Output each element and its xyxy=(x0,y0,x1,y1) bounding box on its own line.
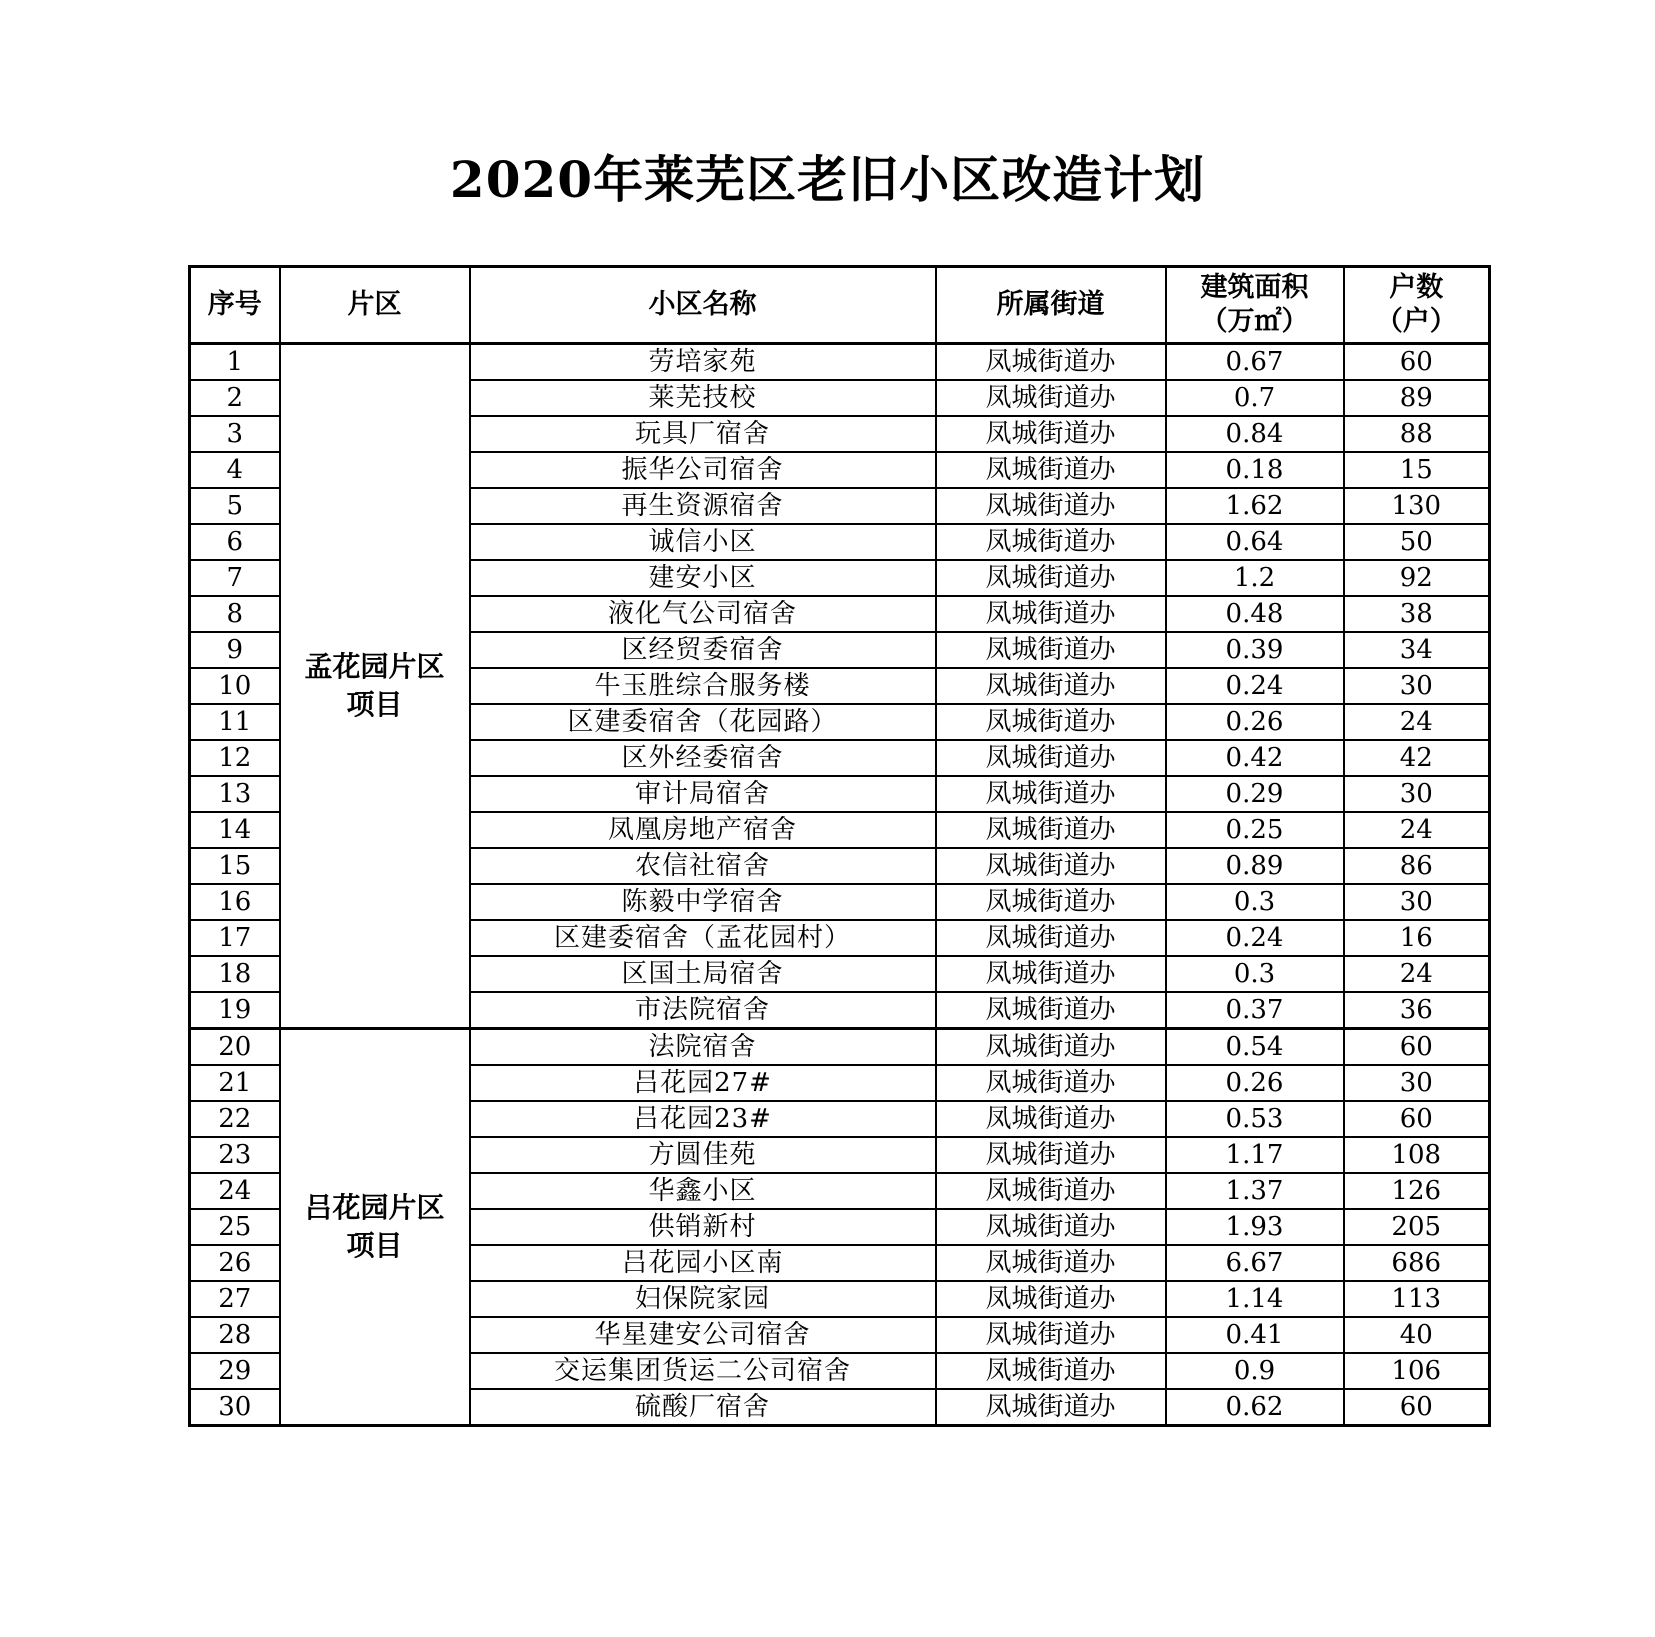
cell-households: 60 xyxy=(1344,1029,1490,1066)
cell-area: 0.67 xyxy=(1166,344,1344,381)
cell-street: 凤城街道办 xyxy=(936,560,1166,596)
cell-seq: 7 xyxy=(190,560,280,596)
cell-seq: 30 xyxy=(190,1389,280,1426)
table-row xyxy=(190,1029,1490,1066)
cell-street: 凤城街道办 xyxy=(936,380,1166,416)
cell-community-name: 交运集团货运二公司宿舍 xyxy=(470,1353,936,1389)
cell-area: 0.29 xyxy=(1166,776,1344,812)
cell-households: 92 xyxy=(1344,560,1490,596)
cell-households: 38 xyxy=(1344,596,1490,632)
cell-seq: 29 xyxy=(190,1353,280,1389)
cell-area: 0.24 xyxy=(1166,668,1344,704)
cell-street: 凤城街道办 xyxy=(936,416,1166,452)
cell-area: 1.17 xyxy=(1166,1137,1344,1173)
cell-seq: 25 xyxy=(190,1209,280,1245)
cell-street: 凤城街道办 xyxy=(936,992,1166,1029)
cell-seq: 20 xyxy=(190,1029,280,1066)
cell-households: 89 xyxy=(1344,380,1490,416)
cell-seq: 8 xyxy=(190,596,280,632)
cell-street: 凤城街道办 xyxy=(936,668,1166,704)
district-name: 孟花园片区 xyxy=(304,650,445,683)
cell-seq: 19 xyxy=(190,992,280,1029)
cell-community-name: 陈毅中学宿舍 xyxy=(470,884,936,920)
cell-community-name: 农信社宿舍 xyxy=(470,848,936,884)
cell-seq: 16 xyxy=(190,884,280,920)
cell-area: 0.84 xyxy=(1166,416,1344,452)
cell-street: 凤城街道办 xyxy=(936,1317,1166,1353)
cell-street: 凤城街道办 xyxy=(936,632,1166,668)
cell-area: 0.41 xyxy=(1166,1317,1344,1353)
cell-community-name: 区建委宿舍（孟花园村） xyxy=(470,920,936,956)
cell-district xyxy=(280,344,470,1029)
cell-seq: 21 xyxy=(190,1065,280,1101)
cell-area: 0.62 xyxy=(1166,1389,1344,1426)
cell-area: 0.9 xyxy=(1166,1353,1344,1389)
cell-households: 108 xyxy=(1344,1137,1490,1173)
cell-community-name: 区外经委宿舍 xyxy=(470,740,936,776)
cell-seq: 22 xyxy=(190,1101,280,1137)
cell-area: 0.42 xyxy=(1166,740,1344,776)
table-header-row xyxy=(190,267,1490,344)
cell-households: 34 xyxy=(1344,632,1490,668)
cell-area: 0.39 xyxy=(1166,632,1344,668)
cell-street: 凤城街道办 xyxy=(936,812,1166,848)
cell-households: 24 xyxy=(1344,956,1490,992)
header-households-label: 户数 xyxy=(1389,272,1444,303)
cell-households: 106 xyxy=(1344,1353,1490,1389)
header-area xyxy=(1166,267,1344,344)
cell-households: 30 xyxy=(1344,668,1490,704)
cell-street: 凤城街道办 xyxy=(936,704,1166,740)
cell-community-name: 华鑫小区 xyxy=(470,1173,936,1209)
cell-area: 0.24 xyxy=(1166,920,1344,956)
page-title: 2020年莱芜区老旧小区改造计划 xyxy=(449,150,1206,209)
cell-seq: 26 xyxy=(190,1245,280,1281)
header-area-label: 建筑面积 xyxy=(1200,272,1309,303)
cell-street: 凤城街道办 xyxy=(936,740,1166,776)
cell-households: 60 xyxy=(1344,1389,1490,1426)
table-body xyxy=(190,344,1490,1426)
cell-community-name: 诚信小区 xyxy=(470,524,936,560)
cell-community-name: 牛玉胜综合服务楼 xyxy=(470,668,936,704)
cell-seq: 12 xyxy=(190,740,280,776)
cell-street: 凤城街道办 xyxy=(936,344,1166,381)
cell-area: 0.54 xyxy=(1166,1029,1344,1066)
cell-households: 36 xyxy=(1344,992,1490,1029)
cell-households: 15 xyxy=(1344,452,1490,488)
cell-street: 凤城街道办 xyxy=(936,1389,1166,1426)
cell-community-name: 供销新村 xyxy=(470,1209,936,1245)
cell-street: 凤城街道办 xyxy=(936,1137,1166,1173)
cell-community-name: 吕花园23# xyxy=(470,1101,936,1137)
cell-seq: 11 xyxy=(190,704,280,740)
cell-community-name: 市法院宿舍 xyxy=(470,992,936,1029)
cell-street: 凤城街道办 xyxy=(936,1281,1166,1317)
district-suffix: 项目 xyxy=(346,1229,403,1262)
cell-households: 60 xyxy=(1344,1101,1490,1137)
cell-seq: 6 xyxy=(190,524,280,560)
cell-seq: 24 xyxy=(190,1173,280,1209)
cell-households: 30 xyxy=(1344,884,1490,920)
cell-households: 50 xyxy=(1344,524,1490,560)
cell-community-name: 区国土局宿舍 xyxy=(470,956,936,992)
cell-community-name: 妇保院家园 xyxy=(470,1281,936,1317)
header-area-unit: （万㎡） xyxy=(1200,306,1309,337)
cell-community-name: 审计局宿舍 xyxy=(470,776,936,812)
district-suffix: 项目 xyxy=(346,688,403,721)
cell-area: 0.89 xyxy=(1166,848,1344,884)
cell-community-name: 振华公司宿舍 xyxy=(470,452,936,488)
cell-community-name: 劳培家苑 xyxy=(470,344,936,381)
header-households xyxy=(1344,267,1490,344)
cell-households: 126 xyxy=(1344,1173,1490,1209)
cell-community-name: 建安小区 xyxy=(470,560,936,596)
cell-seq: 28 xyxy=(190,1317,280,1353)
cell-households: 30 xyxy=(1344,776,1490,812)
cell-community-name: 硫酸厂宿舍 xyxy=(470,1389,936,1426)
cell-community-name: 华星建安公司宿舍 xyxy=(470,1317,936,1353)
cell-street: 凤城街道办 xyxy=(936,956,1166,992)
cell-area: 0.7 xyxy=(1166,380,1344,416)
cell-seq: 23 xyxy=(190,1137,280,1173)
cell-street: 凤城街道办 xyxy=(936,1353,1166,1389)
cell-area: 6.67 xyxy=(1166,1245,1344,1281)
cell-community-name: 液化气公司宿舍 xyxy=(470,596,936,632)
cell-households: 686 xyxy=(1344,1245,1490,1281)
header-district: 片区 xyxy=(280,267,470,344)
cell-area: 0.26 xyxy=(1166,1065,1344,1101)
cell-households: 60 xyxy=(1344,344,1490,381)
cell-seq: 14 xyxy=(190,812,280,848)
cell-seq: 3 xyxy=(190,416,280,452)
cell-street: 凤城街道办 xyxy=(936,884,1166,920)
cell-households: 42 xyxy=(1344,740,1490,776)
cell-community-name: 区建委宿舍（花园路） xyxy=(470,704,936,740)
cell-households: 16 xyxy=(1344,920,1490,956)
header-households-unit: （户） xyxy=(1375,306,1457,337)
cell-area: 1.62 xyxy=(1166,488,1344,524)
cell-area: 0.3 xyxy=(1166,956,1344,992)
renovation-plan-table xyxy=(188,265,1491,1427)
cell-seq: 4 xyxy=(190,452,280,488)
district-name: 吕花园片区 xyxy=(304,1191,445,1224)
cell-households: 24 xyxy=(1344,812,1490,848)
cell-seq: 17 xyxy=(190,920,280,956)
cell-seq: 10 xyxy=(190,668,280,704)
cell-street: 凤城街道办 xyxy=(936,848,1166,884)
cell-households: 24 xyxy=(1344,704,1490,740)
header-name: 小区名称 xyxy=(470,267,936,344)
cell-area: 0.18 xyxy=(1166,452,1344,488)
cell-seq: 2 xyxy=(190,380,280,416)
cell-seq: 15 xyxy=(190,848,280,884)
cell-households: 205 xyxy=(1344,1209,1490,1245)
cell-district xyxy=(280,1029,470,1426)
header-seq: 序号 xyxy=(190,267,280,344)
cell-street: 凤城街道办 xyxy=(936,776,1166,812)
cell-community-name: 玩具厂宿舍 xyxy=(470,416,936,452)
header-street: 所属街道 xyxy=(936,267,1166,344)
cell-area: 0.3 xyxy=(1166,884,1344,920)
cell-seq: 1 xyxy=(190,344,280,381)
cell-street: 凤城街道办 xyxy=(936,1209,1166,1245)
cell-street: 凤城街道办 xyxy=(936,920,1166,956)
cell-street: 凤城街道办 xyxy=(936,1173,1166,1209)
cell-community-name: 法院宿舍 xyxy=(470,1029,936,1066)
cell-households: 88 xyxy=(1344,416,1490,452)
cell-seq: 13 xyxy=(190,776,280,812)
cell-community-name: 吕花园小区南 xyxy=(470,1245,936,1281)
cell-area: 0.53 xyxy=(1166,1101,1344,1137)
cell-street: 凤城街道办 xyxy=(936,1065,1166,1101)
cell-street: 凤城街道办 xyxy=(936,1029,1166,1066)
table-row xyxy=(190,344,1490,381)
cell-area: 1.14 xyxy=(1166,1281,1344,1317)
cell-community-name: 莱芜技校 xyxy=(470,380,936,416)
cell-seq: 5 xyxy=(190,488,280,524)
cell-street: 凤城街道办 xyxy=(936,1101,1166,1137)
cell-community-name: 方圆佳苑 xyxy=(470,1137,936,1173)
cell-area: 1.37 xyxy=(1166,1173,1344,1209)
cell-community-name: 凤凰房地产宿舍 xyxy=(470,812,936,848)
cell-area: 0.48 xyxy=(1166,596,1344,632)
cell-households: 113 xyxy=(1344,1281,1490,1317)
cell-households: 86 xyxy=(1344,848,1490,884)
cell-community-name: 再生资源宿舍 xyxy=(470,488,936,524)
cell-area: 1.2 xyxy=(1166,560,1344,596)
cell-community-name: 吕花园27# xyxy=(470,1065,936,1101)
cell-area: 0.64 xyxy=(1166,524,1344,560)
cell-street: 凤城街道办 xyxy=(936,1245,1166,1281)
cell-households: 30 xyxy=(1344,1065,1490,1101)
cell-street: 凤城街道办 xyxy=(936,452,1166,488)
cell-area: 1.93 xyxy=(1166,1209,1344,1245)
cell-households: 40 xyxy=(1344,1317,1490,1353)
cell-area: 0.25 xyxy=(1166,812,1344,848)
cell-street: 凤城街道办 xyxy=(936,488,1166,524)
cell-area: 0.37 xyxy=(1166,992,1344,1029)
cell-seq: 18 xyxy=(190,956,280,992)
cell-community-name: 区经贸委宿舍 xyxy=(470,632,936,668)
cell-street: 凤城街道办 xyxy=(936,596,1166,632)
cell-seq: 9 xyxy=(190,632,280,668)
cell-households: 130 xyxy=(1344,488,1490,524)
cell-area: 0.26 xyxy=(1166,704,1344,740)
cell-seq: 27 xyxy=(190,1281,280,1317)
cell-street: 凤城街道办 xyxy=(936,524,1166,560)
